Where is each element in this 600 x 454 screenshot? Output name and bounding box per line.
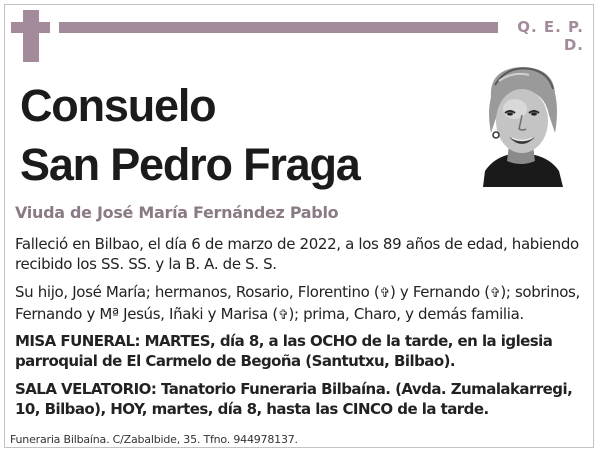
wake-room: SALA VELATORIO: Tanatorio Funeraria Bilbaína. (Avda. Zumalakarregi, 10, Bilbao), HOY, martes, día 8, hasta las CINCO de la tarde. [15,380,573,418]
portrait-image [473,63,570,187]
family-text: Su hijo, José María; hermanos, Rosario, Florentino ( [15,283,380,301]
family-text: ); sobrinos, Fernando y Mª Jesús, Iñaki y Marisa ( [15,283,580,323]
family-list [15,282,585,326]
header-bar [59,22,498,33]
first-name: Consuelo [20,80,216,131]
cross-icon [23,10,39,62]
cross-icon: ✞ [379,286,390,301]
funeral-home-footer: Funeraria Bilbaína. C/Zabalbide, 35. Tfno. 944978137. [10,433,298,446]
portrait-photo [473,63,570,187]
widow-of: Viuda de José María Fernández Pablo [15,203,339,222]
funeral-mass: MISA FUNERAL: MARTES, día 8, a las OCHO de la tarde, en la iglesia parroquial de El Carmelo de Begoña (Santutxu, Bilbao). [15,332,553,370]
surnames: San Pedro Fraga [20,139,360,190]
cross-icon-arm [11,22,50,33]
cross-icon: ✞ [489,286,501,301]
family-text: ); prima, Charo, y demás familia. [288,305,524,323]
family-text: ) y Fernando ( [389,283,490,301]
cross-icon: ✞ [277,308,289,323]
qepd-label: Q. E. P. D. [517,18,584,54]
death-notice: Falleció en Bilbao, el día 6 de marzo de 2022, a los 89 años de edad, habiendo recibido los SS. SS. y la B. A. de S. S. [15,235,579,273]
